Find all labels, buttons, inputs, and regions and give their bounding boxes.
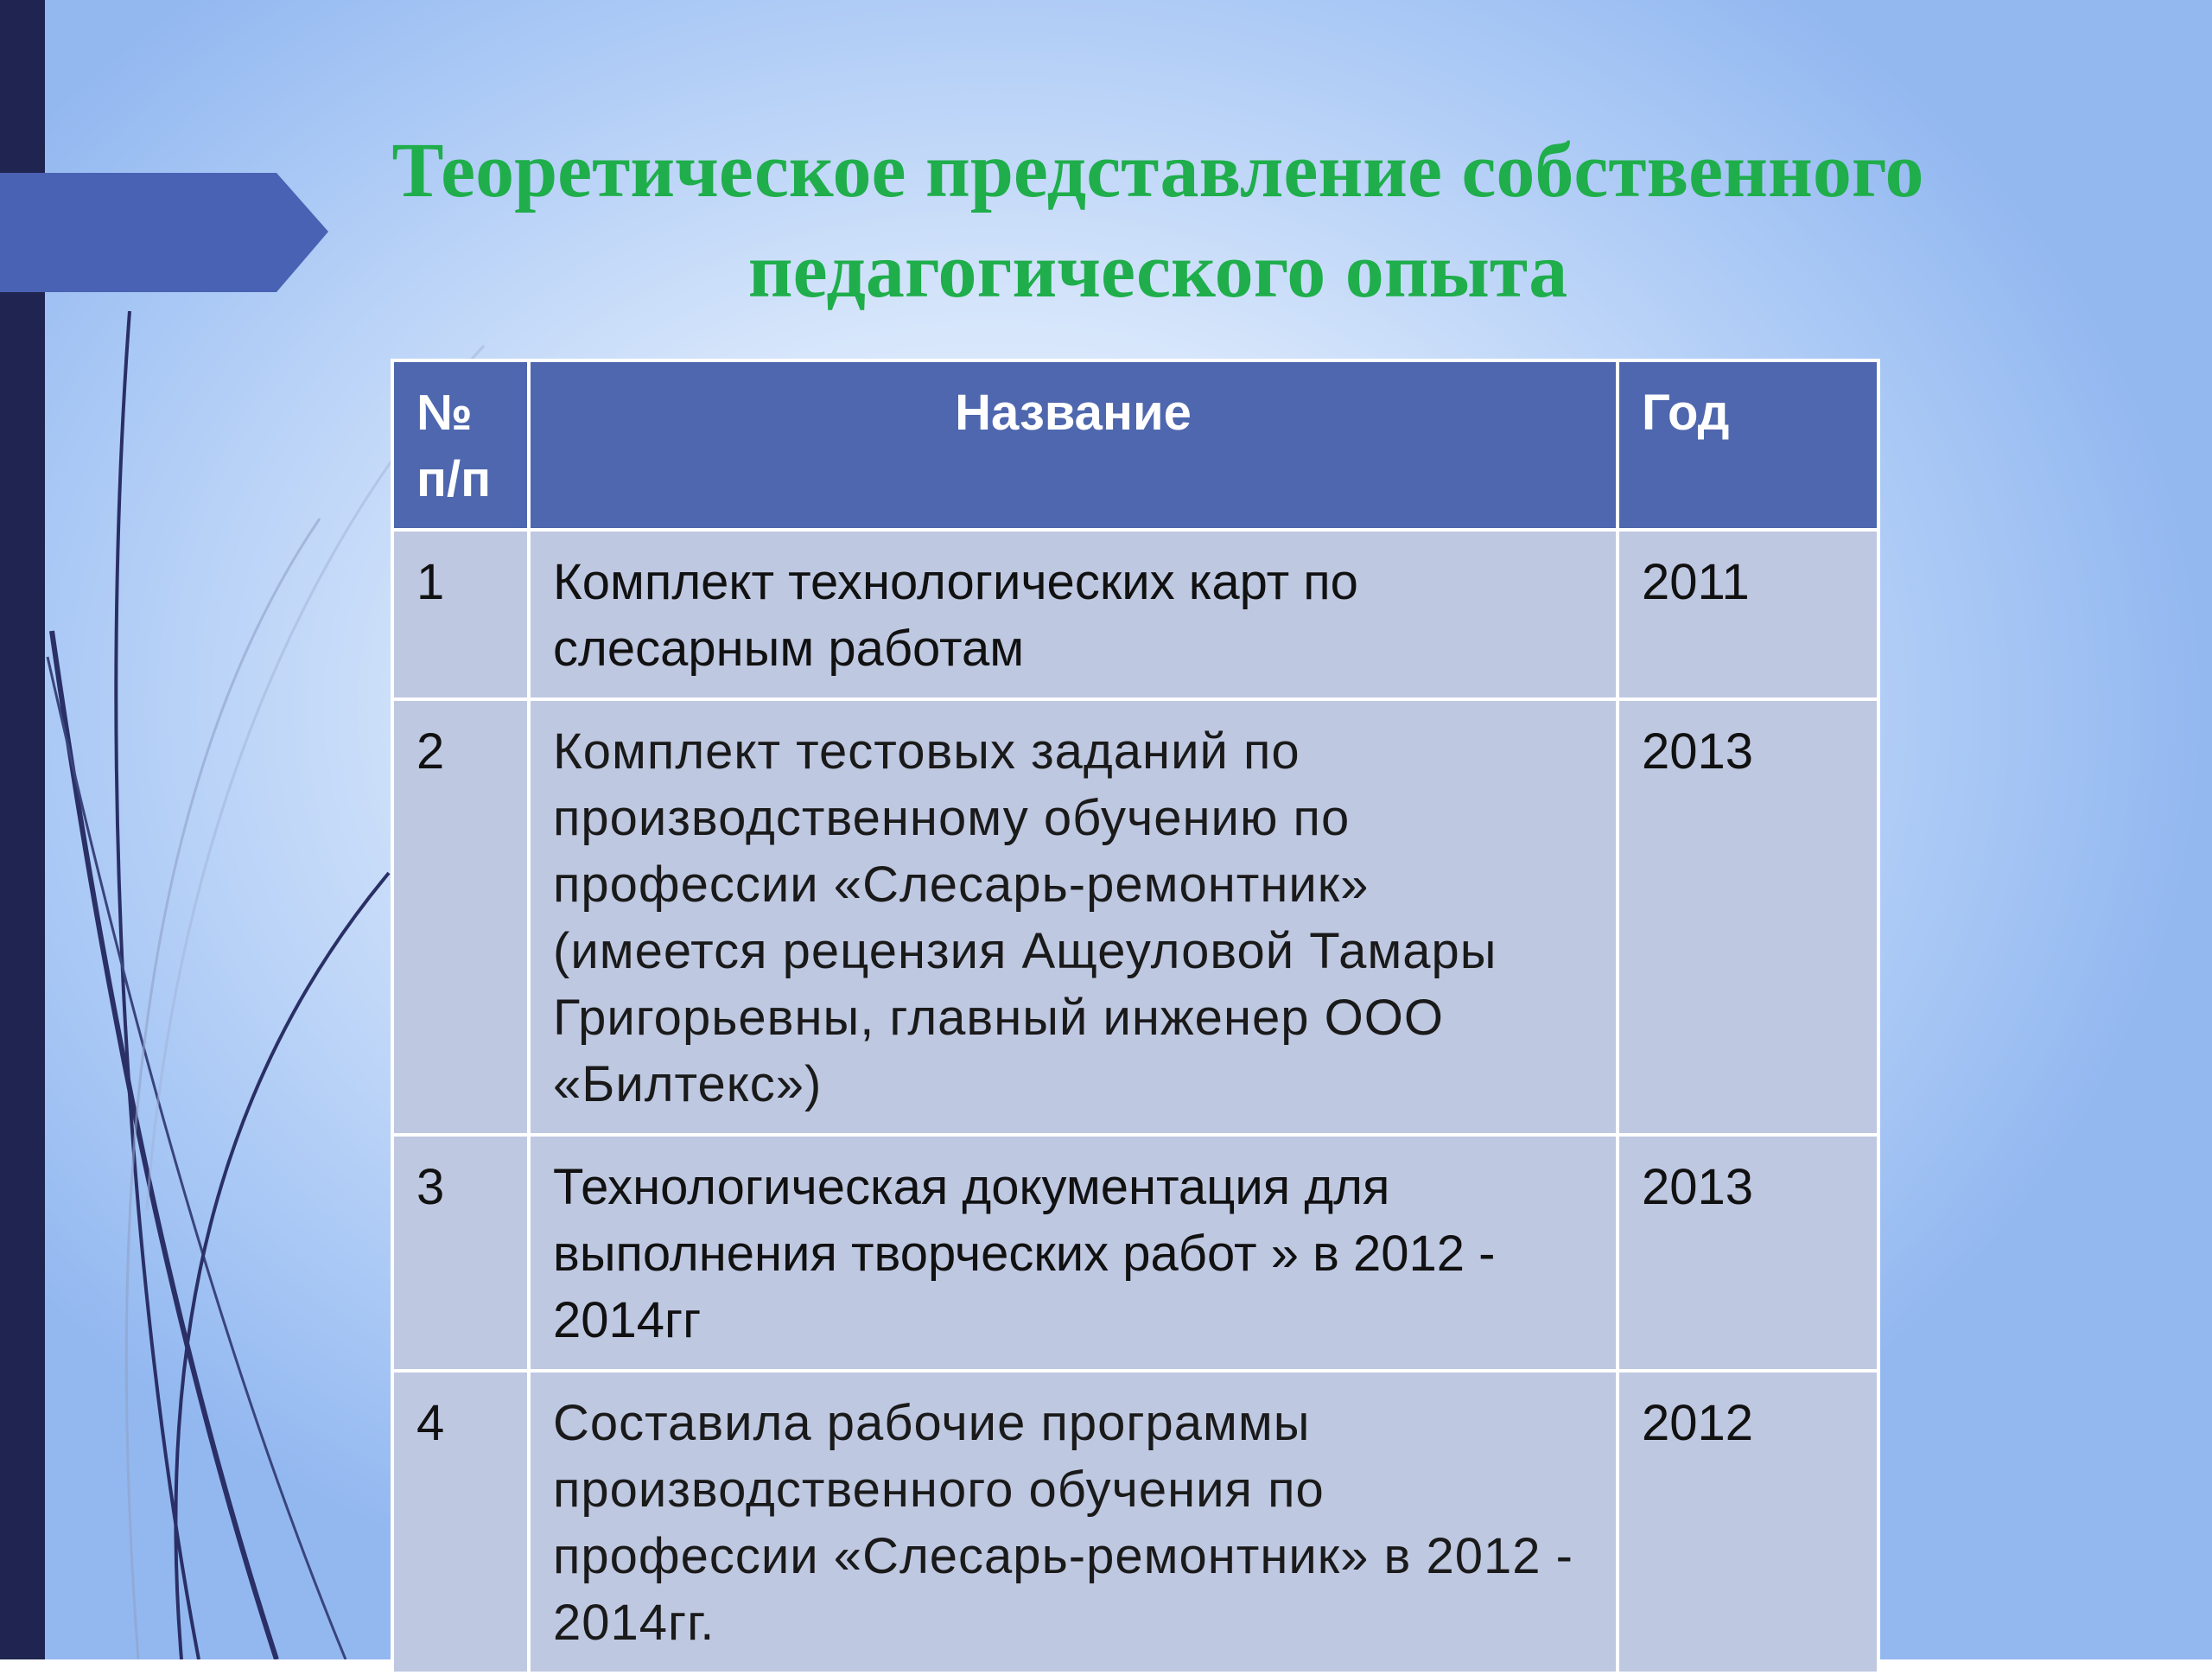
row-num: 2 (392, 699, 529, 1135)
slide-title-line2: педагогического опыта (747, 228, 1568, 314)
row-year: 2012 (1618, 1371, 1878, 1673)
table-row (392, 1371, 1878, 1673)
row-year: 2011 (1618, 530, 1878, 699)
row-year: 2013 (1618, 699, 1878, 1135)
row-year: 2013 (1618, 1135, 1878, 1371)
row-name: Составила рабочие программы производственного обучения по профессии «Слесарь-ремонтник» в 2012 - 2014гг. (529, 1371, 1618, 1673)
header-num: № п/п (392, 360, 529, 530)
slide-title (242, 121, 2074, 322)
experience-table (391, 359, 1880, 1675)
table-row (392, 699, 1878, 1135)
slide-title-line1: Теоретическое представление собственного (391, 128, 1924, 213)
table-header-row (392, 360, 1878, 530)
table-row (392, 1135, 1878, 1371)
header-name: Название (529, 360, 1618, 530)
row-name: Технологическая документация для выполнения творческих работ » в 2012 - 2014гг (529, 1135, 1618, 1371)
row-name: Комплект технологических карт по слесарным работам (529, 530, 1618, 699)
row-name: Комплект тестовых заданий по производственному обучению по профессии «Слесарь-ремонтник» (имеется рецензия Ащеуловой Тамары Григорьевны, главный инженер ООО «Билтекс») (529, 699, 1618, 1135)
header-year: Год (1618, 360, 1878, 530)
row-num: 4 (392, 1371, 529, 1673)
row-num: 1 (392, 530, 529, 699)
row-num: 3 (392, 1135, 529, 1371)
table-row (392, 530, 1878, 699)
